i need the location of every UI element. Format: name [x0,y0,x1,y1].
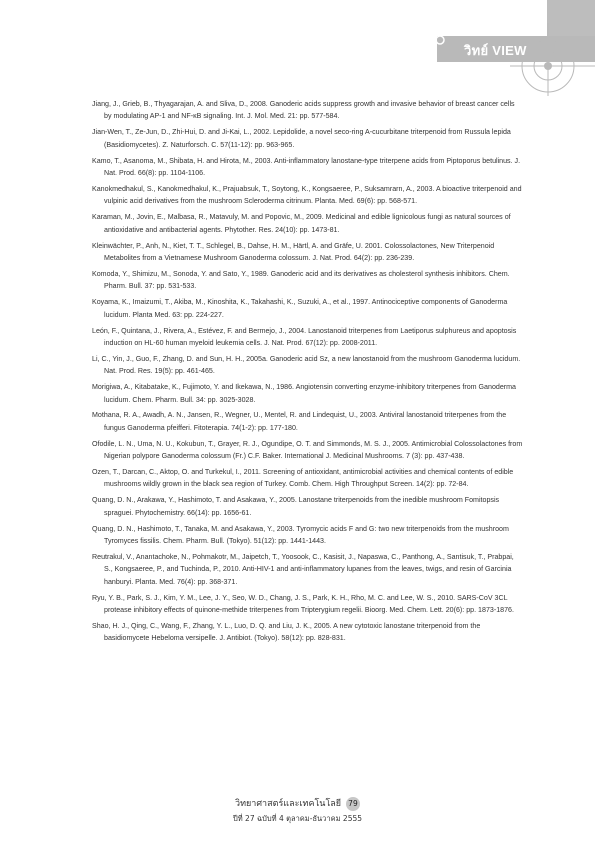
page-number: 79 [346,797,360,811]
reference-list [92,98,524,648]
reference-item: Li, C., Yin, J., Guo, F., Zhang, D. and Sun, H. H., 2005a. Ganoderic acid Sz, a new lanostanoid from the mushroom Ganoderma lucidum. Nat. Prod. Res. 19(5): pp. 461-465. [92,354,521,376]
reference-item: Reutrakul, V., Anantachoke, N., Pohmakotr, M., Jaipetch, T., Yoosook, C., Kasisit, J., Napaswa, C., Panthong, A., Santisuk, T., Prabpai, S., Kongsaeree, P., and Tuchinda, P., 2010. Anti-HIV-1 and anti-inflammatory lupanes from the leaves, twigs, and resin of Garcinia hanburyi. Planta. Med. 76(4): pp. 368-371. [92,553,514,586]
reference-item: Quang, D. N., Hashimoto, T., Tanaka, M. and Asakawa, Y., 2003. Tyromycic acids F and G: two new triterpenoids from the mushroom Tyromyces fissilis. Chem. Pharm. Bull. (Tokyo). 51(12): pp. 1441-1443. [92,524,509,546]
section-label: วิทย์ VIEW [464,43,527,58]
reference-item: Quang, D. N., Arakawa, Y., Hashimoto, T. and Asakawa, Y., 2005. Lanostane triterpenoids from the inedible mushroom Fomitopsis spraguei. Phytochemistry. 66(14): pp. 1656-61. [92,496,500,517]
issue-line: ปีที่ 27 ฉบับที่ 4 ตุลาคม-ธันวาคม 2555 [232,813,363,823]
reference-item: Jian-Wen, T., Ze-Jun, D., Zhi-Hui, D. and Ji-Kai, L., 2002. Lepidolide, a novel seco-ring A-cucurbitane triterpenoid from Russula lepida (Basidiomycetes). Z. Naturforsch. C. 57(11-12): pp. 963-965. [92,128,511,149]
reference-item: Koyama, K., Imaizumi, T., Akiba, M., Kinoshita, K., Takahashi, K., Suzuki, A., et al., 1997. Antinociceptive components of Ganoderma lucidum. Planta Med. 63: pp. 224-227. [92,298,508,319]
reference-item: Karaman, M., Jovin, E., Malbasa, R., Matavuly, M. and Popovic, M., 2009. Medicinal and edible lignicolous fungi as natural sources of antioxidative and antibacterial agents. Phytother. Res. 24(10): pp. 1473-81. [92,213,511,234]
reference-item: Jiang, J., Grieb, B., Thyagarajan, A. and Sliva, D., 2008. Ganoderic acids suppress growth and invasive behavior of breast cancer cells by modulating AP-1 and NF-κB signaling. Int. J. Mol. Med. 21: pp. 577-584. [92,100,515,121]
reference-item: Kanokmedhakul, S., Kanokmedhakul, K., Prajuabsuk, T., Soytong, K., Kongsaeree, P., Suksamrarn, A., 2003. A bioactive triterpenoid and vulpinic acid derivatives from the mushroom Scleroderma citrinum. Planta. Med. 69(6): pp. 568-571. [92,184,522,206]
reference-item: Ozen, T., Darcan, C., Aktop, O. and Turkekul, I., 2011. Screening of antioxidant, antimicrobial activities and chemical contents of edible mushrooms wildly grown in the black sea region of Turkey. Comb. Chem. High Throughput Screen. 14(2): pp. 72-84. [92,468,514,489]
reference-item: Morigiwa, A., Kitabatake, K., Fujimoto, Y. and Ikekawa, N., 1986. Angiotensin converting enzyme-inhibitory triterpenes from Ganoderma lucidum. Chem. Pharm. Bull. 34: pp. 3025-3028. [92,383,517,404]
reference-item: Kleinwächter, P., Anh, N., Kiet, T. T., Schlegel, B., Dahse, H. M., Härtl, A. and Gräfe, U. 2001. Colossolactones, New Triterpenoid Metabolites from a Vietnamese Mushroom Ganoderma colossum. J. Nat. Prod. 64(2): pp. 236-239. [92,241,495,262]
reference-item: Shao, H. J., Qing, C., Wang, F., Zhang, Y. L., Luo, D. Q. and Liu, J. K., 2005. A new cytotoxic lanostane triterpenoid from the basidiomycete Hebeloma versipelle. J. Antibiot. (Tokyo). 58(12): pp. 828-831. [92,622,481,643]
magazine-title: วิทยาศาสตร์และเทคโนโลยี [235,799,342,809]
page-footer [0,796,595,825]
reference-item: Ryu, Y. B., Park, S. J., Kim, Y. M., Lee, J. Y., Seo, W. D., Chang, J. S., Park, K. H., Rho, M. C. and Lee, W. S., 2010. SARS-CoV 3CL protease inhibitory effects of quinone-methide triterpenes from Tripterygium regelii. Bioorg. Med. Chem. Lett. 20(6): pp. 1873-1876. [92,593,514,615]
reference-item: Mothana, R. A., Awadh, A. N., Jansen, R., Wegner, U., Mentel, R. and Lindequist, U., 2003. Antiviral lanostanoid triterpenes from the fungus Ganoderma pfeifferi. Fitoterapia. 74(1-2): pp. 177-180. [92,411,507,432]
footer-title-line [0,796,595,811]
reference-item: Ofodile, L. N., Uma, N. U., Kokubun, T., Grayer, R. J., Ogundipe, O. T. and Simmonds, M. S. J., 2005. Antimicrobial Colossolactones from Nigerian polypore Ganoderma colossum (Fr.) C.F. Baker. International J. Medicinal Mushrooms. 7 (3): pp. 437-438. [92,439,523,461]
reference-item: Kamo, T., Asanoma, M., Shibata, H. and Hirota, M., 2003. Anti-inflammatory lanostane-type triterpene acids from Piptoporus betulinus. J. Nat. Prod. 66(8): pp. 1104-1106. [92,156,521,178]
reference-item: Komoda, Y., Shimizu, M., Sonoda, Y. and Sato, Y., 1989. Ganoderic acid and its derivatives as cholesterol synthesis inhibitors. Chem. Pharm. Bull. 37: pp. 531-533. [92,269,510,291]
reference-item: León, F., Quintana, J., Rivera, A., Estévez, F. and Bermejo, J., 2004. Lanostanoid triterpenes from Laetiporus sulphureus and apoptosis induction on HL-60 human myeloid leukemia cells. J. Nat. Prod. 67(12): pp. 2008-2011. [92,326,517,347]
